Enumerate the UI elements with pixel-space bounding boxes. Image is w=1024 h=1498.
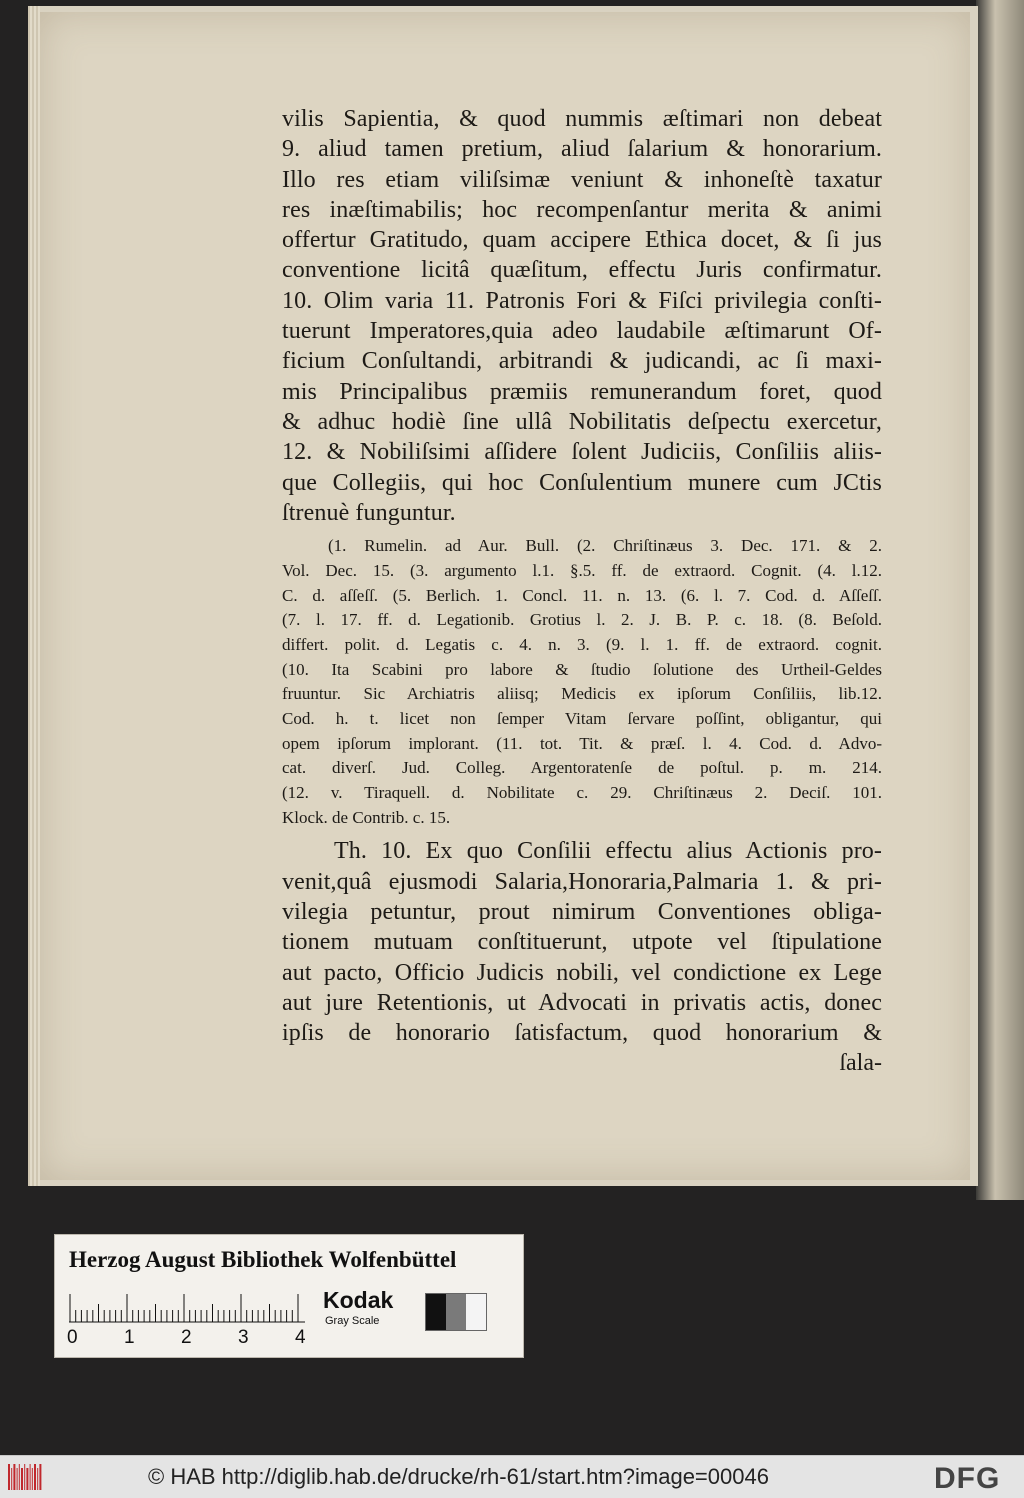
text-line: res inæſtimabilis; hoc recompenſantur merita & animi <box>282 196 882 223</box>
footnotes-block <box>282 534 882 830</box>
text-line: & adhuc hodiè ſine ullâ Nobilitatis deſpectu exercetur, <box>282 408 882 435</box>
library-label <box>54 1234 524 1358</box>
text-line: Vol. Dec. 15. (3. argumento l.1. §.5. ff. de extraord. Cognit. (4. l.12. <box>282 560 882 580</box>
book-fore-edge <box>976 0 1024 1200</box>
text-line: offertur Gratitudo, quam accipere Ethica docet, & ſi jus <box>282 227 882 254</box>
text-line: tionem mutuam conſtituerunt, utpote vel ſtipulatione <box>282 929 882 956</box>
text-line: cat. diverſ. Jud. Colleg. Argentoratenſe de poſtul. p. m. 214. <box>282 758 882 778</box>
text-line: vilegia petuntur, prout nimirum Conventiones obliga- <box>282 899 882 925</box>
text-line: differt. polit. d. Legatis c. 4. n. 3. (9. l. 1. ff. de extraord. cognit. <box>282 634 882 654</box>
text-line: aut jure Retentionis, ut Advocati in privatis actis, donec <box>282 989 882 1016</box>
text-line: que Collegiis, qui hoc Conſulentium munere cum JCtis <box>282 469 882 496</box>
text-line: 12. & Nobiliſsimi aſſidere ſolent Judiciis, Conſiliis aliis- <box>282 439 882 466</box>
text-line: conventione licitâ quæſitum, effectu Juris confirmatur. <box>282 257 882 284</box>
gray-swatches <box>425 1293 487 1331</box>
ruler-number: 2 <box>181 1327 192 1348</box>
gray-scale-label: Gray Scale <box>325 1315 380 1327</box>
text-line: Th. 10. Ex quo Conſilii effectu alius Actionis pro- <box>334 838 882 865</box>
ruler-number: 1 <box>124 1327 135 1348</box>
dfg-logo-text: DFG <box>934 1462 1001 1492</box>
library-name: Herzog August Bibliothek Wolfenbüttel <box>69 1247 457 1272</box>
text-line: aut pacto, Officio Judicis nobili, vel condictione ex Lege <box>282 959 882 986</box>
ruler-number: 4 <box>295 1327 306 1348</box>
text-line: Cod. h. t. licet non ſemper Vitam ſervare poſſint, obligantur, qui <box>282 708 882 728</box>
text-line: C. d. aſſeſſ. (5. Berlich. 1. Concl. 11. n. 13. (6. l. 7. Cod. d. Aſſeſſ. <box>282 585 882 605</box>
catchword: ſala- <box>839 1050 882 1077</box>
main-text-block-1 <box>282 104 882 528</box>
footer-link[interactable]: © HAB http://diglib.hab.de/drucke/rh-61/start.htm?image=00046 <box>148 1464 769 1489</box>
text-line: venit,quâ ejusmodi Salaria,Honoraria,Palmaria 1. & pri- <box>282 868 882 895</box>
ruler-number: 3 <box>238 1327 249 1348</box>
text-line: opem ipſorum implorant. (11. tot. Tit. & præſ. l. 4. Cod. d. Advo- <box>282 733 882 753</box>
text-line: mis Principalibus præmiis remunerandum foret, quod <box>282 378 882 405</box>
text-line: (12. v. Tiraquell. d. Nobilitate c. 29. Chriſtinæus 2. Deciſ. 101. <box>282 783 882 803</box>
text-line: ipſis de honorario ſatisfactum, quod honorarium & <box>282 1020 882 1047</box>
text-line: Klock. de Contrib. c. 15. <box>282 807 451 827</box>
ruler-numbers <box>67 1327 337 1349</box>
text-line: 9. aliud tamen pretium, aliud ſalarium & honorarium. <box>282 136 882 163</box>
barcode-icon <box>8 1464 48 1490</box>
text-line: ficium Conſultandi, arbitrandi & judicandi, ac ſi maxi- <box>282 348 882 375</box>
text-line: ſtrenuè funguntur. <box>282 499 456 526</box>
page-edges-lines <box>28 6 40 1186</box>
footer-bar <box>0 1455 1024 1498</box>
text-line: (1. Rumelin. ad Aur. Bull. (2. Chriſtinæus 3. Dec. 171. & 2. <box>328 536 882 556</box>
page-text <box>282 104 882 1078</box>
swatch-black <box>426 1294 446 1330</box>
text-line: 10. Olim varia 11. Patronis Fori & Fiſci privilegia conſti- <box>282 287 882 314</box>
text-line: fruuntur. Sic Archiatris aliisq; Medicis ex ipſorum Conſiliis, lib.12. <box>282 684 882 704</box>
ruler-scale <box>69 1293 305 1323</box>
text-line: Illo res etiam viliſsimæ veniunt & inhoneſtè taxatur <box>282 166 882 193</box>
text-line: vilis Sapientia, & quod nummis æſtimari non debeat <box>282 106 882 132</box>
text-line: (10. Ita Scabini pro labore & ſtudio ſolutione des Urtheil-Geldes <box>282 659 882 679</box>
swatch-gray <box>446 1294 466 1330</box>
main-text-block-2 <box>282 836 882 1048</box>
kodak-brand: Kodak <box>323 1287 394 1313</box>
ruler-number: 0 <box>67 1327 78 1348</box>
text-line: (7. l. 17. ff. d. Legationib. Grotius l. 2. J. B. P. c. 18. (8. Beſold. <box>282 610 882 630</box>
dfg-logo <box>934 1462 1016 1492</box>
text-line: tuerunt Imperatores,quia adeo laudabile æſtimarunt Of- <box>282 318 882 345</box>
swatch-white <box>466 1294 486 1330</box>
